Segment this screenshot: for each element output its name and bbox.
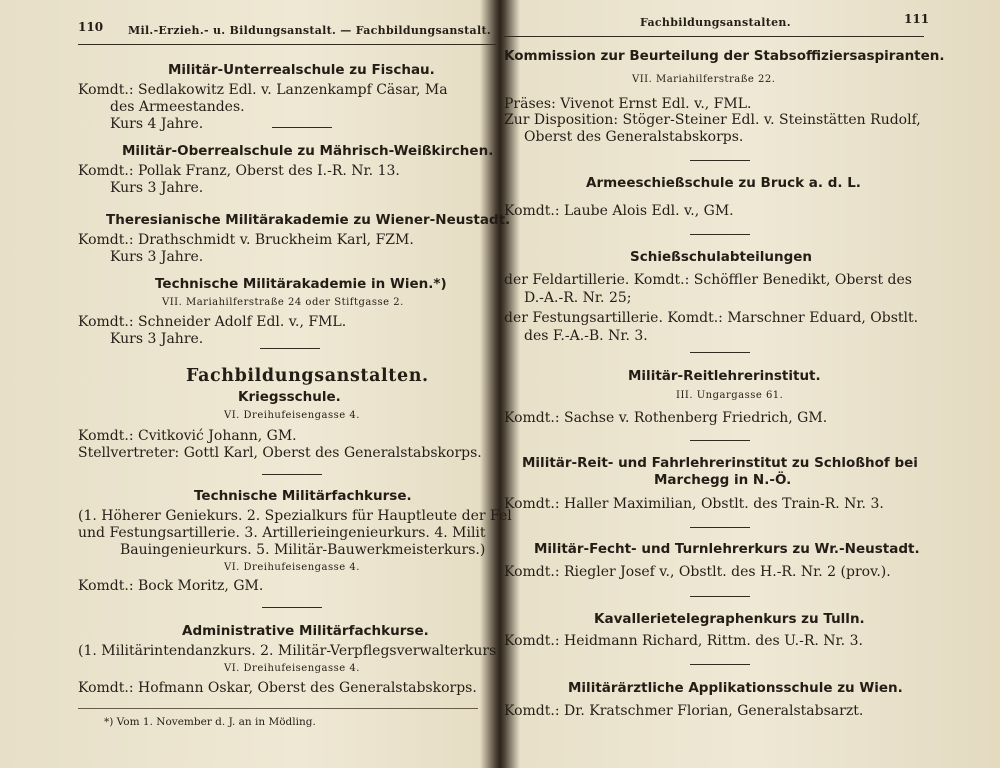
entry-line: und Festungsartillerie. 3. Artillerieingenieurkurs. 4. Milit [78, 525, 486, 541]
footnote-rule [78, 708, 478, 709]
section-title: Militär-Oberrealschule zu Mährisch-Weißkirchen. [122, 143, 494, 159]
entry-line: D.-A.-R. Nr. 25; [524, 290, 632, 306]
divider [690, 234, 750, 235]
divider [262, 607, 322, 608]
divider [260, 348, 320, 349]
section-title: Militär-Fecht- und Turnlehrerkurs zu Wr.-Neustadt. [534, 541, 920, 557]
entry-line: Oberst des Generalstabskorps. [524, 129, 744, 145]
divider [690, 160, 750, 161]
divider [690, 596, 750, 597]
divider [272, 127, 332, 128]
entry-line: Komdt.: Bock Moritz, GM. [78, 578, 264, 594]
address: VI. Dreihufeisengasse 4. [224, 410, 360, 421]
section-title: Technische Militärakademie in Wien.*) [155, 276, 447, 292]
entry-line: Komdt.: Haller Maximilian, Obstlt. des Train-R. Nr. 3. [504, 496, 884, 512]
section-title: Kavallerietelegraphenkurs zu Tulln. [594, 611, 865, 627]
section-title: Kriegsschule. [238, 389, 341, 405]
entry-line: (1. Höherer Geniekurs. 2. Spezialkurs für Hauptleute der Fel [78, 508, 512, 524]
entry-line: Komdt.: Riegler Josef v., Obstlt. des H.-R. Nr. 2 (prov.). [504, 564, 891, 580]
entry-line: Stellvertreter: Gottl Karl, Oberst des Generalstabskorps. [78, 445, 482, 461]
entry-line: Komdt.: Pollak Franz, Oberst des I.-R. Nr. 13. [78, 163, 400, 179]
section-title: Theresianische Militärakademie zu Wiener-Neustadt. [106, 212, 511, 228]
running-head: Mil.-Erzieh.- u. Bildungsanstalt. — Fachbildungsanstalt. [128, 24, 491, 37]
section-title: Marchegg in N.-Ö. [654, 472, 792, 488]
page-number: 110 [78, 20, 104, 34]
section-title: Administrative Militärfachkurse. [182, 623, 429, 639]
section-title: Schießschulabteilungen [630, 249, 813, 265]
entry-line: Komdt.: Schneider Adolf Edl. v., FML. [78, 314, 347, 330]
entry-line: der Feldartillerie. Komdt.: Schöffler Benedikt, Oberst des [504, 272, 912, 288]
divider [262, 474, 322, 475]
entry-line: Komdt.: Laube Alois Edl. v., GM. [504, 203, 734, 219]
entry-line: Kurs 3 Jahre. [110, 249, 204, 265]
entry-line: Komdt.: Hofmann Oskar, Oberst des Generalstabskorps. [78, 680, 477, 696]
entry-line: (1. Militärintendanzkurs. 2. Militär-Verpflegsverwalterkurs [78, 643, 497, 659]
footnote: *) Vom 1. November d. J. an in Mödling. [104, 716, 316, 728]
entry-line: Komdt.: Dr. Kratschmer Florian, Generalstabsarzt. [504, 703, 864, 719]
section-title: Technische Militärfachkurse. [194, 488, 412, 504]
address: VI. Dreihufeisengasse 4. [224, 562, 360, 573]
entry-line: Kurs 4 Jahre. [110, 116, 204, 132]
entry-line: Bauingenieurkurs. 5. Militär-Bauwerkmeisterkurs.) [120, 542, 486, 558]
entry-line: Komdt.: Cvitković Johann, GM. [78, 428, 297, 444]
address: VII. Mariahilferstraße 22. [632, 74, 776, 85]
entry-line: Kurs 3 Jahre. [110, 331, 204, 347]
divider [690, 352, 750, 353]
section-title: Armeeschießschule zu Bruck a. d. L. [586, 175, 861, 191]
entry-line: Präses: Vivenot Ernst Edl. v., FML. [504, 96, 752, 112]
section-title: Kommission zur Beurteilung der Stabsoffiziersaspiranten. [504, 48, 945, 64]
page-number: 111 [904, 12, 930, 26]
divider [690, 664, 750, 665]
entry-line: Komdt.: Heidmann Richard, Rittm. des U.-R. Nr. 3. [504, 633, 863, 649]
section-heading: Fachbildungsanstalten. [186, 366, 429, 386]
section-title: Militär-Reit- und Fahrlehrerinstitut zu Schloßhof bei [522, 455, 918, 471]
running-head: Fachbildungsanstalten. [640, 16, 791, 29]
entry-line: des Armeestandes. [110, 99, 245, 115]
entry-line: Kurs 3 Jahre. [110, 180, 204, 196]
header-rule [78, 44, 496, 45]
entry-line: Komdt.: Drathschmidt v. Bruckheim Karl, FZM. [78, 232, 414, 248]
section-title: Militär-Reitlehrerinstitut. [628, 368, 821, 384]
address: VI. Dreihufeisengasse 4. [224, 663, 360, 674]
section-title: Militär-Unterrealschule zu Fischau. [168, 62, 435, 78]
address: III. Ungargasse 61. [676, 390, 784, 401]
header-rule [504, 36, 924, 37]
entry-line: des F.-A.-B. Nr. 3. [524, 328, 648, 344]
entry-line: Zur Disposition: Stöger-Steiner Edl. v. Steinstätten Rudolf, [504, 112, 921, 128]
right-page [504, 0, 1000, 768]
divider [690, 527, 750, 528]
entry-line: Komdt.: Sedlakowitz Edl. v. Lanzenkampf Cäsar, Ma [78, 82, 448, 98]
section-title: Militärärztliche Applikationsschule zu Wien. [568, 680, 903, 696]
divider [690, 440, 750, 441]
address: VII. Mariahilferstraße 24 oder Stiftgasse 2. [162, 297, 404, 308]
entry-line: der Festungsartillerie. Komdt.: Marschner Eduard, Obstlt. [504, 310, 919, 326]
entry-line: Komdt.: Sachse v. Rothenberg Friedrich, GM. [504, 410, 828, 426]
